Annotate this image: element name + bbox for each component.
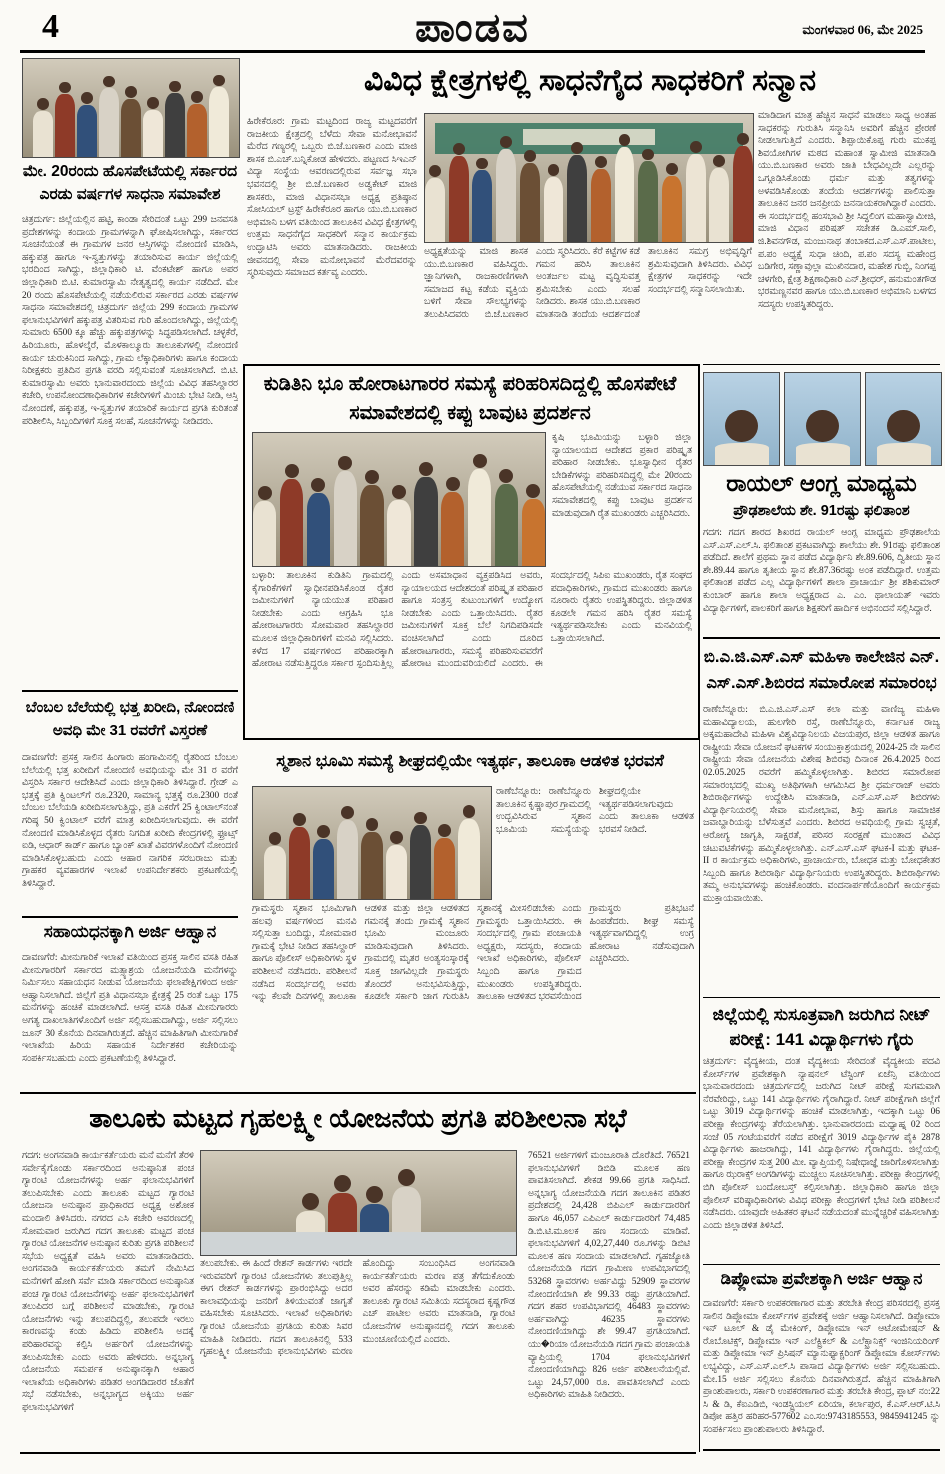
- person-silhouette: [796, 410, 850, 465]
- kuditini-body: ಬಳ್ಳಾರಿ: ತಾಲೂಕಿನ ಕುಡಿತಿನಿ ಗ್ರಾಮದಲ್ಲಿ ಕೈಗಾರಿಕೆಗಳಿಗೆ ಸ್ವಾಧೀನಪಡಿಸಿಕೊಂಡ ರೈತರ ಜಮೀನುಗಳಿಗೆ ನ್ಯಾಯಯುತ ಪರಿಹಾರ ನೀಡಬೇಕು ಎಂದು ಆಗ್ರಹಿಸಿ ಭೂ ಹೋರಾಟಗಾರರು ಸೋಮವಾರ ತಹಸಿಲ್ದಾರರ ಮೂಲಕ ಜಿಲ್ಲಾಧಿಕಾರಿಗಳಿಗೆ ಮನವಿ ಸಲ್ಲಿಸಿದರು. ಕಳೆದ 17 ವರ್ಷಗಳಿಂದ ಪರಿಹಾರಕ್ಕಾಗಿ ಹೋರಾಟ ನಡೆಸುತ್ತಿದ್ದರೂ ಸರ್ಕಾರ ಸ್ಪಂದಿಸುತ್ತಿಲ್ಲ ಎಂದು ಅಸಮಾಧಾನ ವ್ಯಕ್ತಪಡಿಸಿದ ಅವರು, ನ್ಯಾಯಾಲಯದ ಆದೇಶದಂತೆ ಪರಿಷ್ಕೃತ ಪರಿಹಾರ ಹಾಗೂ ಸಂತ್ರಸ್ತ ಕುಟುಂಬಗಳಿಗೆ ಉದ್ಯೋಗ ನೀಡಬೇಕು ಎಂದು ಒತ್ತಾಯಿಸಿದರು. ರೈತರ ಜಮೀನುಗಳಿಗೆ ಸೂಕ್ತ ಬೆಲೆ ನಿಗದಿಪಡಿಸದೇ ವಂಚಿಸಲಾಗಿದೆ ಎಂದು ದೂರಿದ ಹೋರಾಟಗಾರರು, ಸಮಸ್ಯೆ ಪರಿಹರಿಸುವವರೆಗೆ ಹೋರಾಟ ಮುಂದುವರಿಯಲಿದೆ ಎಂದರು. ಈ ಸಂದರ್ಭದಲ್ಲಿ ಸಿಪಿಐ ಮುಖಂಡರು, ರೈತ ಸಂಘದ ಪದಾಧಿಕಾರಿಗಳು, ಗ್ರಾಮದ ಮುಖಂಡರು ಹಾಗೂ ನೂರಾರು ರೈತರು ಉಪಸ್ಥಿತರಿದ್ದರು. ಜಿಲ್ಲಾಡಳಿತ ಕೂಡಲೇ ಗಮನ ಹರಿಸಿ ರೈತರ ಸಮಸ್ಯೆ ಇತ್ಯರ್ಥಪಡಿಸಬೇಕು ಎಂದು ಮನವಿಯಲ್ಲಿ ಒತ್ತಾಯಿಸಲಾಗಿದೆ.: [252, 571, 692, 670]
- person-silhouette: [143, 97, 162, 157]
- date-line: ಮಂಗಳವಾರ 06, ಮೇ 2025: [802, 22, 923, 37]
- main-col-left: ಹಿರೇಕೆರೂರ: ಗ್ರಾಮ ಮಟ್ಟದಿಂದ ರಾಜ್ಯ ಮಟ್ಟದವರೆಗೆ ರಾಜಕೀಯ ಕ್ಷೇತ್ರದಲ್ಲಿ ಬೆಳೆದು ಸೇವಾ ಮನೋಭಾವನೆ ಮೆರೆದ ಗಣ್ಯರಲ್ಲಿ ಒಬ್ಬರು ಬಿ.ಜೆ.ಬಣಕಾರ ಎಂದು ಮಾಜಿ ಶಾಸಕ ಬಿ.ಎಚ್.ಬನ್ನಿಕೋಡ ಹೇಳಿದರು. ಪಟ್ಟಣದ ಸಿಇಎನ್ ವಿದ್ಯಾ ಸಂಸ್ಥೆಯ ಆವರಣದಲ್ಲಿರುವ ಸರ್ವಜ್ಞ ಸಭಾ ಭವನದಲ್ಲಿ ಶ್ರೀ ಬಿ.ಜೆ.ಬಣಕಾರ ಅಡ್ವಕೇಟ್ ಮಾಜಿ ಶಾಸಕರು, ಮಾಜಿ ವಿಧಾನಸಭಾ ಅಧ್ಯಕ್ಷ ಪ್ರತಿಷ್ಠಾನ ಸೋಸಿಯಲ್ ಟ್ರಸ್ಟ್ ಹಿರೇಕೆರೂರ ಹಾಗೂ ಯು.ಬಿ.ಬಣಕಾರ ಅಭಿಮಾನಿ ಬಳಗ ವತಿಯಿಂದ ತಾಲೂಕಿನ ವಿವಿಧ ಕ್ಷೇತ್ರಗಳಲ್ಲಿ ಉತ್ತಮ ಸಾಧನೆಗೈದ ಸಾಧಕರಿಗೆ ಸನ್ಮಾನ ಕಾರ್ಯಕ್ರಮ ಉದ್ಘಾಟಿಸಿ ಅವರು ಮಾತನಾಡಿದರು. ರಾಜಕೀಯ ಜೀವನದಲ್ಲಿ ಸೇವಾ ಮನೋಭಾವನೆ ಮೆರೆದವರನ್ನು ಸ್ಮರಿಸುವುದು ಸಮಾಜದ ಕರ್ತವ್ಯ ಎಂದರು.: [247, 117, 417, 279]
- photo-document-handover: [22, 58, 240, 158]
- nss-headline: ಬಿ.ಎ.ಜಿ.ಎಸ್.ಎಸ್ ಮಹಿಳಾ ಕಾಲೇಜಿನ ಎನ್. ಎಸ್.ಎಸ್.ಶಿಬಿರದ ಸಮಾರೋಪ ಸಮಾರಂಭ: [703, 648, 940, 693]
- person-silhouette: [77, 92, 96, 157]
- person-silhouette: [296, 1193, 324, 1255]
- person-silhouette: [361, 818, 382, 899]
- person-silhouette: [733, 133, 753, 242]
- right-rail-divider: [699, 366, 700, 1452]
- person-silhouette: [386, 831, 407, 899]
- neet-headline: ಜಿಲ್ಲೆಯಲ್ಲಿ ಸುಸೂತ್ರವಾಗಿ ಜರುಗಿದ ನೀಟ್ ಪರೀಕ್ಷೆ: 141 ವಿದ್ಯಾರ್ಥಿಗಳು ಗೈರು: [712, 1005, 931, 1049]
- hosapete-kicker-headline: ಮೇ. 20ರಂದು ಹೊಸಪೇಟೆಯಲ್ಲಿ ಸರ್ಕಾರದ ಎರಡು ವರ್ಷಗಳ ಸಾಧನಾ ಸಮಾವೇಶ: [22, 163, 238, 204]
- royal-top-rule: [703, 364, 940, 365]
- gruha-headline: ತಾಲೂಕು ಮಟ್ಟದ ಗೃಹಲಕ್ಷ್ಮೀ ಯೋಜನೆಯ ಪ್ರಗತಿ ಪರಿಶೀಲನಾ ಸಭೆ: [89, 1103, 627, 1133]
- main-headline: ವಿವಿಧ ಕ್ಷೇತ್ರಗಳಲ್ಲಿ ಸಾಧನೆಗೈದ ಸಾಧಕರಿಗೆ ಸನ್ಮಾನ: [363, 64, 817, 97]
- person-silhouette: [337, 806, 358, 899]
- person-silhouette: [121, 86, 140, 157]
- subsidy-body: ದಾವಣಗೆರೆ: ಮೀನುಗಾರಿಕೆ ಇಲಾಖೆ ವತಿಯಿಂದ ಪ್ರಸಕ್ತ ಸಾಲಿನ ವಸತಿ ರಹಿತ ಮೀನುಗಾರರಿಗೆ ಸರ್ಕಾರದ ಮತ್ಸ್ಯಾಶ್ರಯ ಯೋಜನೆಯಡಿ ಮನೆಗಳನ್ನು ನಿರ್ಮಿಸಲು ಸಹಾಯಧನ ನೀಡುವ ಯೋಜನೆಯ ಫಲಾಪೇಕ್ಷಿಗಳಿಂದ ಅರ್ಜಿ ಆಹ್ವಾನಿಸಲಾಗಿದೆ. ಜಿಲ್ಲೆಗೆ ಪ್ರತಿ ವಿಧಾನಸಭಾ ಕ್ಷೇತ್ರಕ್ಕೆ 25 ರಂತೆ ಒಟ್ಟು 175 ಮನೆಗಳನ್ನು ಹಂಚಿಕೆ ಮಾಡಲಾಗಿದೆ. ಆಸಕ್ತ ವಸತಿ ರಹಿತ ಮೀನುಗಾರರು ಅಗತ್ಯ ದಾಖಲಾತಿಗಳೊಂದಿಗೆ ಅರ್ಜಿ ಸಲ್ಲಿಸಬಹುದಾಗಿದ್ದು, ಅರ್ಜಿ ಸಲ್ಲಿಸಲು ಜೂನ್ 30 ಕೊನೆಯ ದಿನವಾಗಿರುತ್ತದೆ. ಹೆಚ್ಚಿನ ಮಾಹಿತಿಗಾಗಿ ಮೀನುಗಾರಿಕೆ ಇಲಾಖೆಯ ಹಿರಿಯ ಸಹಾಯಕ ನಿರ್ದೇಶಕರ ಕಚೇರಿಯನ್ನು ಸಂಪರ್ಕಿಸಬಹುದು ಎಂದು ಪ್ರಕಟಣೆಯಲ್ಲಿ ತಿಳಿಸಿದ್ದಾರೆ.: [22, 953, 238, 1064]
- person-silhouette: [441, 477, 464, 566]
- person-silhouette: [520, 150, 540, 242]
- royal-headline: ರಾಯಲ್ ಆಂಗ್ಲ ಮಾಧ್ಯಮ: [726, 470, 917, 496]
- person-silhouette: [468, 454, 491, 566]
- person-silhouette: [280, 464, 303, 566]
- hosapete-body: ಚಿತ್ರದುರ್ಗ: ಜಿಲ್ಲೆಯಲ್ಲಿನ ಹಟ್ಟಿ, ಕಾಂಡಾ ಸೇರಿದಂತೆ ಒಟ್ಟು 299 ಜನವಸತಿ ಪ್ರದೇಶಗಳನ್ನು ಕಂದಾಯ ಗ್ರಾಮಗಳನ್ನಾಗಿ ಘೋಷಿಸಲಾಗಿದ್ದು, ಸರ್ಕಾರದ ಸೂಚನೆಯಂತೆ ಈ ಗ್ರಾಮಗಳ ಜನರ ಆಸ್ತಿಗಳನ್ನು ನೋಂದಣಿ ಮಾಡಿಸಿ, ಹಕ್ಕುಪತ್ರ ಹಾಗೂ ಇ-ಸ್ವತ್ತುಗಳನ್ನು ತಯಾರಿಸುವ ಕಾರ್ಯ ಜಿಲ್ಲೆಯಲ್ಲಿ ಭರದಿಂದ ಸಾಗಿದ್ದು, ಜಿಲ್ಲಾಧಿಕಾರಿ ಟಿ. ವೆಂಕಟೇಶ್ ಹಾಗೂ ಅಪರ ಜಿಲ್ಲಾಧಿಕಾರಿ ಬಿ.ಟಿ. ಕುಮಾರಸ್ವಾಮಿ ನೇತೃತ್ವದಲ್ಲಿ ಕಾರ್ಯ ನಡೆದಿದೆ. ಮೇ 20 ರಂದು ಹೊಸಪೇಟೆಯಲ್ಲಿ ನಡೆಯಲಿರುವ ಸರ್ಕಾರದ ಎರಡು ವರ್ಷಗಳ ಸಾಧನಾ ಸಮಾವೇಶದಲ್ಲಿ ಚಿತ್ರದುರ್ಗ ಜಿಲ್ಲೆಯ 299 ಕಂದಾಯ ಗ್ರಾಮಗಳ ಫಲಾನುಭವಿಗಳಿಗೆ ಹಕ್ಕುಪತ್ರ ವಿತರಿಸುವ ಗುರಿ ಹೊಂದಲಾಗಿದ್ದು, ಜಿಲ್ಲೆಯಲ್ಲಿ ಸುಮಾರು 6500 ಕ್ಕೂ ಹೆಚ್ಚು ಹಕ್ಕುಪತ್ರಗಳನ್ನು ಸಿದ್ಧಪಡಿಸಲಾಗಿದೆ. ಚಳ್ಳಕೆರೆ, ಹಿರಿಯೂರು, ಹೊಳಲ್ಕೆರೆ, ಮೊಳಕಾಲ್ಮೂರು ತಾಲೂಕುಗಳಲ್ಲಿ ನೋಂದಣಿ ಕಾರ್ಯ ಚುರುಕಿನಿಂದ ಸಾಗಿದ್ದು, ಗ್ರಾಮ ಲೆಕ್ಕಾಧಿಕಾರಿಗಳು ಹಾಗೂ ಕಂದಾಯ ನಿರೀಕ್ಷಕರು ಪ್ರತಿದಿನ ಪ್ರಗತಿ ವರದಿ ಸಲ್ಲಿಸುವಂತೆ ಸೂಚಿಸಲಾಗಿದೆ. ಬಿ.ಟಿ. ಕುಮಾರಸ್ವಾಮಿ ಅವರು ಭಾನುವಾರದಂದು ಜಿಲ್ಲೆಯ ವಿವಿಧ ತಹಸಿಲ್ದಾರರ ಕಚೇರಿ, ಉಪನೋಂದಣಾಧಿಕಾರಿಗಳ ಕಚೇರಿಗಳಿಗೆ ಮಿಂಚು ಭೇಟಿ ನೀಡಿ, ಆಸ್ತಿ ನೋಂದಣೆ, ಹಕ್ಕುಪತ್ರ, ಇ-ಸ್ವತ್ತುಗಳ ತಯಾರಿಕೆ ಕಾರ್ಯದ ಪ್ರಗತಿ ಕುರಿತಂತೆ ಪರಿಶೀಲಿಸಿ, ಸಿಬ್ಬಂದಿಗಳಿಗೆ ಸೂಕ್ತ ಸಲಹೆ, ಸೂಚನೆಗಳನ್ನು ನೀಡಿದರು.: [22, 215, 238, 427]
- person-silhouette: [434, 824, 455, 899]
- nss-body: ರಾಣೆಬೆನ್ನೂರು: ಬಿ.ಎ.ಜಿ.ಎಸ್.ಎಸ್ ಕಲಾ ಮತ್ತು ವಾಣಿಜ್ಯ ಮಹಿಳಾ ಮಹಾವಿದ್ಯಾಲಯ, ಹುಲಗೇರಿ ರಸ್ತೆ, ರಾಣೆಬೆನ್ನೂರು, ಕರ್ನಾಟಕ ರಾಜ್ಯ ಅಕ್ಕಮಹಾದೇವಿ ಮಹಿಳಾ ವಿಶ್ವವಿದ್ಯಾನಿಲಯ ವಿಜಯಪುರ, ಜಿಲ್ಲಾ ಆಡಳಿತ ಹಾಗೂ ರಾಷ್ಟ್ರೀಯ ಸೇವಾ ಯೋಜನೆ ಘಟಕಗಳ ಸಂಯುಕ್ತಾಶ್ರಯದಲ್ಲಿ 2024-25 ನೇ ಸಾಲಿನ ರಾಷ್ಟ್ರೀಯ ಸೇವಾ ಯೋಜನೆಯ ವಿಶೇಷ ಶಿಬಿರವು ದಿನಾಂಕ 26.4.2025 ರಿಂದ 02.05.2025 ರವರೆಗೆ ಹಮ್ಮಿಕೊಳ್ಳಲಾಗಿತ್ತು. ಶಿಬಿರದ ಸಮಾರೋಪ ಸಮಾರಂಭದಲ್ಲಿ ಮುಖ್ಯ ಅತಿಥಿಗಳಾಗಿ ಆಗಮಿಸಿದ ಶ್ರೀ ಧರ್ಮರಾಜ್ ಅವರು ಶಿಬಿರಾರ್ಥಿಗಳನ್ನು ಉದ್ದೇಶಿಸಿ ಮಾತನಾಡಿ, ಎನ್.ಎಸ್.ಎಸ್ ಶಿಬಿರಗಳು ವಿದ್ಯಾರ್ಥಿನಿಯರಲ್ಲಿ ಸೇವಾ ಮನೋಭಾವ, ಶಿಸ್ತು ಹಾಗೂ ಸಾಮಾಜಿಕ ಜವಾಬ್ದಾರಿಯನ್ನು ಬೆಳೆಸುತ್ತವೆ ಎಂದರು. ಶಿಬಿರದ ಅವಧಿಯಲ್ಲಿ ಗ್ರಾಮ ಸ್ವಚ್ಛತೆ, ಆರೋಗ್ಯ ಜಾಗೃತಿ, ಸಾಕ್ಷರತೆ, ಪರಿಸರ ಸಂರಕ್ಷಣೆ ಮುಂತಾದ ವಿವಿಧ ಚಟುವಟಿಕೆಗಳನ್ನು ಹಮ್ಮಿಕೊಳ್ಳಲಾಗಿತ್ತು. ಎನ್.ಎಸ್.ಎಸ್ ಘಟಕ-I ಮತ್ತು ಘಟಕ-II ರ ಕಾರ್ಯಕ್ರಮ ಅಧಿಕಾರಿಗಳು, ಪ್ರಾಚಾರ್ಯರು, ಬೋಧಕ ಮತ್ತು ಬೋಧಕೇತರ ಸಿಬ್ಬಂದಿ ಹಾಗೂ ಶಿಬಿರಾರ್ಥಿ ವಿದ್ಯಾರ್ಥಿನಿಯರು ಉಪಸ್ಥಿತರಿದ್ದರು. ಶಿಬಿರಾರ್ಥಿಗಳು ತಮ್ಮ ಅನುಭವಗಳನ್ನು ಹಂಚಿಕೊಂಡರು. ವಂದನಾರ್ಪಣೆಯೊಂದಿಗೆ ಕಾರ್ಯಕ್ರಮ ಮುಕ್ತಾಯವಾಯಿತು.: [703, 705, 940, 904]
- person-silhouette: [187, 91, 206, 157]
- smashana-side-cols: ರಾಣೆಬೆನ್ನೂರು: ರಾಣೆಬೆನ್ನೂರು ತಾಲೂಕಿನ ಕೃಷ್ಣಾಪುರ ಗ್ರಾಮದಲ್ಲಿ ಉದ್ಭವಿಸಿರುವ ಸ್ಮಶಾನ ಭೂಮಿಯ ಸಮಸ್ಯೆಯನ್ನು ಶೀಘ್ರದಲ್ಲಿಯೇ ಇತ್ಯರ್ಥಪಡಿಸಲಾಗುವುದು ಎಂದು ತಾಲೂಕಾ ಆಡಳಿತ ಭರವಸೆ ನೀಡಿದೆ.: [496, 787, 694, 835]
- page-number: 4: [42, 8, 59, 45]
- photo-student-portrait-2: [784, 372, 861, 466]
- person-silhouette: [709, 155, 729, 242]
- subsidy-headline: ಸಹಾಯಧನಕ್ಕಾಗಿ ಅರ್ಜಿ ಆಹ್ವಾನ: [43, 922, 217, 941]
- kuditini-headline: ಕುಡಿತಿನಿ ಭೂ ಹೋರಾಟಗಾರರ ಸಮಸ್ಯೆ ಪರಿಹರಿಸದಿದ್ದಲ್ಲಿ ಹೊಸಪೇಟೆ ಸಮಾವೇಶದಲ್ಲಿ ಕಪ್ಪು ಬಾವುಟ ಪ್ರದರ್ಶನ: [263, 373, 677, 425]
- person-silhouette: [360, 470, 383, 566]
- person-silhouette: [33, 98, 52, 157]
- main-col-below-photo: ಅಧ್ಯಕ್ಷತೆಯನ್ನು ಮಾಜಿ ಶಾಸಕ ಯು.ಬಿ.ಬಣಕಾರ ವಹಿಸಿದ್ದರು. ಜ್ಞಾನಿಗಳಾಗಿ, ರಾಜಕಾರಣಿಗಳಾಗಿ ಸಮಾಜದ ಕಟ್ಟ ಕಡೆಯ ವ್ಯಕ್ತಿಯ ಬಳಿಗೆ ಸೇವಾ ಸೌಲಭ್ಯಗಳನ್ನು ತಲುಪಿಸಿದವರು ಬಿ.ಜೆ.ಬಣಕಾರ ಎಂದು ಸ್ಮರಿಸಿದರು. ಕೆರೆ ಕಟ್ಟೆಗಳ ಕಡೆ ಗಮನ ಹರಿಸಿ ತಾಲೂಕಿನ ಅಂತರ್ಜಲ ಮಟ್ಟ ವೃದ್ಧಿಸುವತ್ತ ಶ್ರಮಿಸಬೇಕು ಎಂದು ಸಲಹೆ ನೀಡಿದರು. ಶಾಸಕ ಯು.ಬಿ.ಬಣಕಾರ ಮಾತನಾಡಿ ತಂದೆಯ ಆದರ್ಶದಂತೆ ತಾಲೂಕಿನ ಸಮಗ್ರ ಅಭಿವೃದ್ಧಿಗೆ ಶ್ರಮಿಸುವುದಾಗಿ ತಿಳಿಸಿದರು. ವಿವಿಧ ಕ್ಷೇತ್ರಗಳ ಸಾಧಕರನ್ನು ಇದೇ ಸಂದರ್ಭದಲ್ಲಿ ಸನ್ಮಾನಿಸಲಾಯಿತು.: [424, 247, 752, 320]
- photo-review-meeting: [200, 1150, 517, 1256]
- person-silhouette: [686, 141, 706, 242]
- person-silhouette: [615, 134, 635, 242]
- person-silhouette: [414, 462, 437, 566]
- left-rule-1: [22, 690, 238, 692]
- gruha-col-left: ಗದಗ: ಅಂಗನವಾಡಿ ಕಾರ್ಯಕರ್ತೆಯರು ಮನೆ ಮನೆಗೆ ತೆರಳಿ ಸರ್ವೇಕೈಗೊಂಡು ಸರ್ಕಾರದಿಂದ ಅನುಷ್ಠಾನಿತ ಪಂಚ ಗ್ಯಾರಂಟಿ ಯೋಜನೆಗಳನ್ನು ಅರ್ಹ ಫಲಾನುಭವಿಗಳಿಗೆ ತಲುಪಿಸಬೇಕು ಎಂದು ತಾಲೂಕು ಮಟ್ಟದ ಗ್ಯಾರಂಟಿ ಯೋಜನಾ ಅನುಷ್ಠಾನ ಪ್ರಾಧಿಕಾರದ ಅಧ್ಯಕ್ಷ ಅಶೋಕ ಮಂದಾಲಿ ತಿಳಿಸಿದರು. ನಗರದ ಎಸಿ ಕಚೇರಿ ಆವರಣದಲ್ಲಿ ಸೋಮವಾರ ಜರುಗಿದ ಗದಗ ತಾಲೂಕು ಮಟ್ಟದ ಪಂಚ ಗ್ಯಾರಂಟಿ ಯೋಜನೆಗಳ ಅನುಷ್ಠಾನ ಕುರಿತು ಪ್ರಗತಿ ಪರಿಶೀಲನೆ ಸಭೆಯ ಅಧ್ಯಕ್ಷತೆ ವಹಿಸಿ ಅವರು ಮಾತನಾಡಿದರು. ಅಂಗನವಾಡಿ ಕಾರ್ಯಕರ್ತೆಯರು ತಮಗೆ ನೇಮಿಸಿದ ಮನೆಗಳಿಗೆ ಹೋಗಿ ಸರ್ವೆ ಮಾಡಿ ಸರ್ಕಾರದಿಂದ ಅನುಷ್ಠಾನಿತ ಪಂಚ ಗ್ಯಾರಂಟಿ ಯೋಜನೆಗಳನ್ನು ಅರ್ಹ ಫಲಾನುಭವಿಗಳಿಗೆ ತಲುಪಿದರ ಬಗ್ಗೆ ಪರಿಶೀಲನೆ ಮಾಡಬೇಕು, ಗ್ಯಾರಂಟಿ ಯೋಜನೆಗಳು ಇನ್ನು ತಲುಪದಿದ್ದಲ್ಲಿ, ತಲುಪದೇ ಇರಲು ಕಾರಣವನ್ನು ಕಂಡು ಹಿಡಿದು ಪರಿಶೀಲಿಸಿ ಅದಕ್ಕೆ ಪರಿಹಾರವನ್ನು ಕಲ್ಪಿಸಿ ಅರ್ಹರಿಗೆ ಯೋಜನೆಗಳನ್ನು ತಲುಪಿಸಬೇಕು ಎಂದು ಅವರು ಹೇಳಿದರು. ಅನ್ನಭಾಗ್ಯ ಯೋಜನೆಯ ಸಮರ್ಪಕ ಅನುಷ್ಠಾನಕ್ಕಾಗಿ ಆಹಾರ ಇಲಾಖೆಯ ಅಧಿಕಾರಿಗಳು ಪಡಿತರ ಅಂಗಡಿದಾರರ ಜೊತೆಗೆ ಸಭೆ ನಡೆಸಬೇಕು, ಅನ್ನಭಾಗ್ಯದ ಅಕ್ಕಿಯು ಅರ್ಹ ಫಲಾನುಭವಿಗಳಿಗೆ: [22, 1151, 194, 1413]
- royal-subhead: ಪ್ರೌಢಶಾಲೆಯ ಶೇ. 91ರಷ್ಟು ಫಲಿತಾಂಶ: [733, 503, 910, 519]
- person-silhouette: [567, 142, 587, 242]
- person-silhouette: [496, 136, 516, 242]
- person-silhouette: [307, 478, 330, 566]
- photo-villagers-with-police: [252, 786, 492, 900]
- person-silhouette: [638, 149, 658, 242]
- person-silhouette: [425, 165, 445, 242]
- person-silhouette: [264, 832, 285, 899]
- person-silhouette: [360, 1186, 388, 1255]
- photo-lamp-lighting-ceremony: [424, 113, 754, 243]
- person-silhouette: [458, 805, 479, 899]
- kuditini-side-col: ಕೃಷಿ ಭೂಮಿಯನ್ನು ಬಳ್ಳಾರಿ ಜಿಲ್ಲಾ ನ್ಯಾಯಾಲಯದ ಆದೇಶದ ಪ್ರಕಾರ ಪರಿಷ್ಕೃತ ಪರಿಹಾರ ನೀಡಬೇಕು. ಭೂಸ್ವಾಧೀನ ರೈತರ ಬೇಡಿಕೆಗಳನ್ನು ಪರಿಹರಿಸದಿದ್ದಲ್ಲಿ ಮೇ 20ರಂದು ಹೊಸಪೇಟೆಯಲ್ಲಿ ನಡೆಯುವ ಸರ್ಕಾರದ ಸಾಧನಾ ಸಮಾವೇಶದಲ್ಲಿ ಕಪ್ಪು ಬಾವುಟ ಪ್ರದರ್ಶನ ಮಾಡುವುದಾಗಿ ರೈತ ಮುಖಂಡರು ಎಚ್ಚರಿಸಿದರು.: [552, 433, 692, 519]
- person-silhouette: [253, 486, 276, 566]
- person-silhouette: [334, 456, 357, 566]
- person-silhouette: [495, 469, 518, 566]
- paddy-body: ದಾವಣಗೆರೆ: ಪ್ರಸಕ್ತ ಸಾಲಿನ ಹಿಂಗಾರು ಹಂಗಾಮಿನಲ್ಲಿ ರೈತರಿಂದ ಬೆಂಬಲ ಬೆಲೆಯಲ್ಲಿ ಭತ್ತ ಖರೀದಿಗೆ ನೋಂದಣಿ ಅವಧಿಯನ್ನು ಮೇ 31 ರ ವರೆಗೆ ವಿಸ್ತರಿಸಿ ಸರ್ಕಾರ ಆದೇಶಿಸಿದೆ ಎಂದು ಜಿಲ್ಲಾಧಿಕಾರಿ ತಿಳಿಸಿದ್ದಾರೆ. ಗ್ರೇಡ್ ಎ ಭತ್ತಕ್ಕೆ ಪ್ರತಿ ಕ್ವಿಂಟಲ್‌ಗೆ ರೂ.2320, ಸಾಮಾನ್ಯ ಭತ್ತಕ್ಕೆ ರೂ.2300 ರಂತೆ ಬೆಂಬಲ ಬೆಲೆಯಡಿ ಖರೀದಿಸಲಾಗುತ್ತಿದ್ದು, ಪ್ರತಿ ಎಕರೆಗೆ 25 ಕ್ವಿಂಟಾಲ್‌ನಂತೆ ಗರಿಷ್ಠ 50 ಕ್ವಿಂಟಾಲ್ ವರೆಗೆ ಮಾತ್ರ ಖರೀದಿಸಲಾಗುವುದು. ಈ ವರೆಗೆ ನೋಂದಣಿ ಮಾಡಿಸಿಕೊಳ್ಳದ ರೈತರು ನಿಗದಿತ ಖರೀದಿ ಕೇಂದ್ರಗಳಲ್ಲಿ ಫ್ರೂಟ್ಸ್ ಐಡಿ, ಆಧಾರ್ ಕಾರ್ಡ್ ಹಾಗೂ ಬ್ಯಾಂಕ್ ಖಾತೆ ವಿವರಗಳೊಂದಿಗೆ ನೋಂದಣಿ ಮಾಡಿಸಿಕೊಳ್ಳಬಹುದು ಎಂದು ಆಹಾರ ನಾಗರಿಕ ಸರಬರಾಜು ಮತ್ತು ಗ್ರಾಹಕರ ವ್ಯವಹಾರಗಳ ಇಲಾಖೆ ಉಪನಿರ್ದೇಶಕರು ಪ್ರಕಟಣೆಯಲ್ಲಿ ತಿಳಿಸಿದ್ದಾರೆ.: [22, 753, 238, 889]
- photo-farmers-memorandum: [252, 432, 546, 567]
- photo-student-portrait-1: [703, 372, 780, 466]
- person-silhouette: [410, 812, 431, 899]
- diploma-headline: ಡಿಪ್ಲೋಮಾ ಪ್ರವೇಶಕ್ಕಾಗಿ ಅರ್ಜಿ ಆಹ್ವಾನ: [720, 1270, 923, 1288]
- right-bottom-rule: [703, 1449, 940, 1451]
- right-rule-3: [703, 1264, 940, 1265]
- royal-body: ಗದಗ: ಗದಗ ಶಾರದ ಶಿಖರದ ರಾಯಲ್ ಆಂಗ್ಲ ಮಾಧ್ಯಮ ಪ್ರೌಢಶಾಲೆಯ ಎಸ್.ಎಸ್.ಎಲ್.ಸಿ. ಫಲಿತಾಂಶ ಪ್ರಕಟವಾಗಿದ್ದು ಶಾಲೆಯು ಶೇ. 91ರಷ್ಟು ಫಲಿತಾಂಶ ಪಡೆದಿದೆ. ಶಾಲೆಗೆ ಪ್ರಥಮ ಸ್ಥಾನ ಪಡೆದ ವಿದ್ಯಾರ್ಥಿನಿ ಶೇ.89.606, ದ್ವಿತೀಯ ಸ್ಥಾನ ಶೇ.89.44 ಹಾಗೂ ತೃತೀಯ ಸ್ಥಾನ ಶೇ.87.36ರಷ್ಟು ಅಂಕ ಪಡೆದಿದ್ದಾರೆ. ಉತ್ತಮ ಫಲಿತಾಂಶ ಪಡೆದ ಎಲ್ಲ ವಿದ್ಯಾರ್ಥಿಗಳಿಗೆ ಶಾಲಾ ಪ್ರಾಚಾರ್ಯ ಶ್ರೀ ಶಶಿಕುಮಾರ್ ಕುಂಬಾರ್ ಹಾಗೂ ಶಾಲಾ ಅಧ್ಯಕ್ಷರಾದ ಎ. ಎಂ. ಥಾಲಾಯತ್ ಇವರು ವಿದ್ಯಾರ್ಥಿಗಳಿಗೆ, ಪಾಲಕರಿಗೆ ಹಾಗೂ ಶಿಕ್ಷಕರಿಗೆ ಹಾರ್ದಿಕ ಅಭಿನಂದನೆ ಸಲ್ಲಿಸಿದ್ದಾರೆ.: [703, 528, 940, 614]
- person-silhouette: [715, 410, 769, 465]
- masthead-title: ಪಾಂಡವ: [415, 5, 530, 50]
- person-silhouette: [99, 76, 118, 157]
- person-silhouette: [877, 410, 931, 465]
- person-silhouette: [209, 75, 228, 157]
- right-rule-1: [703, 637, 940, 639]
- person-silhouette: [544, 164, 564, 242]
- photo-student-portrait-3: [865, 372, 942, 466]
- smashana-body: ಗ್ರಾಮಸ್ಥರು ಸ್ಮಶಾನ ಭೂಮಿಗಾಗಿ ಹಲವು ವರ್ಷಗಳಿಂದ ಮನವಿ ಸಲ್ಲಿಸುತ್ತಾ ಬಂದಿದ್ದು, ಸೋಮವಾರ ಗ್ರಾಮಕ್ಕೆ ಭೇಟಿ ನೀಡಿದ ತಹಸಿಲ್ದಾರ್ ಹಾಗೂ ಪೊಲೀಸ್ ಅಧಿಕಾರಿಗಳು ಸ್ಥಳ ಪರಿಶೀಲನೆ ನಡೆಸಿದರು. ಪರಿಶೀಲನೆ ನಡೆಸಿದ ಸಂದರ್ಭದಲ್ಲಿ ಅವರು ಇನ್ನು ಕೆಲವೇ ದಿನಗಳಲ್ಲಿ ತಾಲೂಕಾ ಆಡಳಿತ ಮತ್ತು ಜಿಲ್ಲಾ ಆಡಳಿತದ ಗಮನಕ್ಕೆ ತಂದು ಗ್ರಾಮಕ್ಕೆ ಸ್ಮಶಾನ ಭೂಮಿ ಮಂಜೂರು ಮಾಡಿಸುವುದಾಗಿ ತಿಳಿಸಿದರು. ಗ್ರಾಮದಲ್ಲಿ ಮೃತರ ಅಂತ್ಯಸಂಸ್ಕಾರಕ್ಕೆ ಸೂಕ್ತ ಜಾಗವಿಲ್ಲದೇ ಗ್ರಾಮಸ್ಥರು ತೊಂದರೆ ಅನುಭವಿಸುತ್ತಿದ್ದು, ಕೂಡಲೇ ಸರ್ಕಾರಿ ಜಾಗ ಗುರುತಿಸಿ ಸ್ಮಶಾನಕ್ಕೆ ಮೀಸಲಿಡಬೇಕು ಎಂದು ಗ್ರಾಮಸ್ಥರು ಒತ್ತಾಯಿಸಿದರು. ಈ ಸಂದರ್ಭದಲ್ಲಿ ಗ್ರಾಮ ಪಂಚಾಯತಿ ಅಧ್ಯಕ್ಷರು, ಸದಸ್ಯರು, ಕಂದಾಯ ಇಲಾಖೆ ಅಧಿಕಾರಿಗಳು, ಪೊಲೀಸ್ ಸಿಬ್ಬಂದಿ ಹಾಗೂ ಗ್ರಾಮದ ಮುಖಂಡರು ಉಪಸ್ಥಿತರಿದ್ದರು. ತಾಲೂಕಾ ಆಡಳಿತದ ಭರವಸೆಯಿಂದ ಗ್ರಾಮಸ್ಥರು ಪ್ರತಿಭಟನೆ ಹಿಂಪಡೆದರು. ಶೀಘ್ರ ಸಮಸ್ಯೆ ಇತ್ಯರ್ಥವಾಗದಿದ್ದಲ್ಲಿ ಉಗ್ರ ಹೋರಾಟ ನಡೆಸುವುದಾಗಿ ಎಚ್ಚರಿಸಿದರು.: [252, 904, 694, 1003]
- person-silhouette: [662, 163, 682, 242]
- gruha-col-right: 76521 ಅರ್ಜಿಗಳಿಗೆ ಮಂಜೂರಾತಿ ದೊರೆತಿದೆ. 76521 ಫಲಾನುಭವಿಗಳಿಗೆ ಡಿಬಿಡಿ ಮೂಲಕ ಹಣ ಪಾವತಿಸಲಾಗಿದೆ. ಶೇಕಡ 99.66 ಪ್ರಗತಿ ಸಾಧಿಸಿದೆ. ಅನ್ನಭಾಗ್ಯ ಯೋಜನೆಯಡಿ ಗದಗ ತಾಲೂಕಿನ ಪಡಿತರ ಪ್ರದೇಶದಲ್ಲಿ 24,428 ಬಿಪಿಎಲ್ ಕಾರ್ಡುದಾರರಿಗೆ ಹಾಗೂ 46,057 ಎಪಿಎಲ್ ಕಾರ್ಡುದಾರರಿಗೆ 74,485 ಡಿ.ಬಿ.ಟಿ.ಮೂಲಕ ಹಣ ಸಂದಾಯ ಮಾಡಿವೆ. ಫಲಾನುಭವಿಗಳಿಗೆ 4,02,27,440 ರೂ.ಗಳನ್ನು ಡಿಬಿಟಿ ಮೂಲಕ ಹಣ ಸಂದಾಯ ಮಾಡಲಾಗಿದೆ. ಗೃಹಜ್ಯೋತಿ ಯೋಜನೆಯಡಿ ಗದಗ ಗ್ರಾಮೀಣ ಉಪವಿಭಾಗದಲ್ಲಿ 53268 ಸ್ಥಾವರಗಳು ಅರ್ಹವಿದ್ದು 52909 ಸ್ಥಾವರಗಳ ನೋಂದಣಿಯಾಗಿ ಶೇ 99.33 ರಷ್ಟು ಪ್ರಗತಿಯಾಗಿದೆ. ಗದಗ ಶಹರ ಉಪವಿಭಾಗದಲ್ಲಿ 46483 ಸ್ಥಾವರಗಳು ಅರ್ಹವಾಗಿದ್ದು 46235 ಸ್ಥಾವರಗಳು ನೋಂದಣಿಯಾಗಿದ್ದು ಶೇ 99.47 ಪ್ರಗತಿಯಾಗಿದೆ. ಯು�ರಿಯಾ ಯೋಜನೆಯಡಿ ಗದಗ ಗ್ರಾಮ ಪಂಚಾಯತಿ ವ್ಯಾಪ್ತಿಯಲ್ಲಿ 1704 ಫಲಾನುಭವಿಗಳಿಗೆ ನೋಂದಣಿಯಾಗಿದ್ದು 826 ಅರ್ಜಿ ಪರಿಶೀಲನೆಯಲ್ಲಿವೆ. ಒಟ್ಟು 24,57,000 ರೂ. ಪಾವತಿಸಲಾಗಿದೆ ಎಂದು ಅಧಿಕಾರಿಗಳು ಮಾಹಿತಿ ನೀಡಿದರು.: [528, 1151, 690, 1401]
- person-silhouette: [165, 81, 184, 157]
- right-rule-2: [703, 997, 940, 998]
- person-silhouette: [313, 825, 334, 899]
- person-silhouette: [449, 143, 469, 242]
- person-silhouette: [472, 158, 492, 242]
- main-col-right: ಮಾಡಿದಾಗ ಮಾತ್ರ ಹೆಚ್ಚಿನ ಸಾಧನೆ ಮಾಡಲು ಸಾಧ್ಯ ಅಂತಹ ಸಾಧಕರನ್ನು ಗುರುತಿಸಿ ಸನ್ಮಾನಿಸಿ ಅವರಿಗೆ ಹೆಚ್ಚಿನ ಪ್ರೇರಣೆ ನೀಡಲಾಗುತ್ತಿದೆ ಎಂದರು. ಶಿಪ್ಪಾಯಿಕೊಪ್ಪ ಗುರು ಮುಕಪ್ಪ ಶಿವಯೋಗಿಗಳ ಮಠದ ಮಹಾಂತ ಸ್ವಾಮೀಜಿ ಮಾತನಾಡಿ ಯು.ಬಿ.ಬಣಕಾರ ಅವರು ಜಾತಿ ಬೇಧವಿಲ್ಲದೇ ಎಲ್ಲರನ್ನು ಒಗ್ಗೂಡಿಸಿಕೊಂಡು ಧರ್ಮ ಮತ್ತು ತತ್ವಗಳನ್ನು ಅಳವಡಿಸಿಕೊಂಡು ತಂದೆಯ ಆದರ್ಶಗಳನ್ನು ಪಾಲಿಸುತ್ತಾ ತಾಲೂಕಿನ ಜನರ ಜನಪ್ರೀಯ ಜನನಾಯಕರಾಗಿದ್ದಾರೆ ಎಂದರು. ಈ ಸಂದರ್ಭದಲ್ಲಿ ಹಂಸಭಾವಿ ಶ್ರೀ ಸಿದ್ಧಲಿಂಗ ಮಹಾಸ್ವಾಮೀಜಿ, ಮಾಜಿ ವಿಧಾನ ಪರಿಷತ್ ಸಚೇತಕ ಡಿ.ಎಮ್.ಸಾಲಿ, ಜಿ.ಶಿವನಗೌಡ, ಮಂಜುನಾಥ ತಂಬಾಕದ.ಎಸ್.ಎಸ್.ಪಾಟೀಲ, ಪ.ಪಂ ಅಧ್ಯಕ್ಷೆ ಸುಧಾ ಚಿಂದಿ, ಪ.ಪಂ ಸದಸ್ಯ ಮಹೇಂದ್ರ ಬಡಿಗೇರ, ಸಣ್ಣಾವುಲ್ಲಾ ಮುಖಿನದಾರ, ಮಹೇಶ ಗುಬ್ಬಿ, ನಿಂಗಪ್ಪ ಚಳಗೇರಿ, ಕ್ಷೇತ್ರ ಶಿಕ್ಷಣಾಧಿಕಾರಿ ಎನ್.ಶ್ರೀಧರ್, ಹನುಮಂತಗೌಡ ಭರಮಣ್ಣನವರ ಹಾಗೂ ಯು.ಬಿ.ಬಣಕಾರ ಅಭಿಮಾನಿ ಬಳಗದ ಸದಸ್ಯರು ಉಪಸ್ಥಿತರಿದ್ದರು.: [758, 111, 936, 310]
- person-silhouette: [522, 484, 545, 566]
- person-silhouette: [392, 1169, 420, 1255]
- gruha-top-rule: [20, 1092, 696, 1094]
- paddy-headline: ಬೆಂಬಲ ಬೆಲೆಯಲ್ಲಿ ಭತ್ತ ಖರೀದಿ, ನೋಂದಣಿ ಅವಧಿ ಮೇ 31 ರವರೆಗೆ ವಿಸ್ತರಣೆ: [25, 699, 235, 740]
- left-rule-2: [22, 916, 238, 918]
- smashana-headline: ಸ್ಮಶಾನ ಭೂಮಿ ಸಮಸ್ಯೆ ಶೀಘ್ರದಲ್ಲಿಯೇ ಇತ್ಯರ್ಥ, ತಾಲೂಕಾ ಆಡಳಿತ ಭರವಸೆ: [276, 752, 664, 770]
- diploma-body: ದಾವಣಗೆರೆ: ಸರ್ಕಾರಿ ಉಪಕರಣಾಗಾರ ಮತ್ತು ತರಬೇತಿ ಕೇಂದ್ರ ಪರಿಸರದಲ್ಲಿ ಪ್ರಸಕ್ತ ಸಾಲಿನ ಡಿಪ್ಲೋಮಾ ಕೋರ್ಸ್‌ಗಳ ಪ್ರವೇಶಕ್ಕೆ ಅರ್ಜಿ ಆಹ್ವಾನಿಸಲಾಗಿದೆ. ಡಿಪ್ಲೋಮಾ ಇನ್ ಟೂಲ್ & ಡೈ ಮೇಕಿಂಗ್, ಡಿಪ್ಲೋಮಾ ಇನ್ ಆಟೋಮೇಷನ್ & ರೊಬೊಟಿಕ್ಸ್, ಡಿಪ್ಲೋಮಾ ಇನ್ ಎಲೆಕ್ಟ್ರಿಕಲ್ & ಎಲೆಕ್ಟ್ರಾನಿಕ್ಸ್ ಇಂಜಿನಿಯರಿಂಗ್ ಮತ್ತು ಡಿಪ್ಲೋಮಾ ಇನ್ ಪ್ರಿಸಿಷನ್ ಮ್ಯಾನುಫ್ಯಾಕ್ಚರಿಂಗ್ ಡಿಪ್ಲೋಮಾ ಕೋರ್ಸ್‌ಗಳು ಲಭ್ಯವಿದ್ದು, ಎಸ್.ಎಸ್.ಎಲ್.ಸಿ ಪಾಸಾದ ವಿದ್ಯಾರ್ಥಿಗಳು ಅರ್ಜಿ ಸಲ್ಲಿಸಬಹುದು. ಮೇ.15 ಅರ್ಜಿ ಸಲ್ಲಿಸಲು ಕೊನೆಯ ದಿನವಾಗಿರುತ್ತದೆ. ಹೆಚ್ಚಿನ ಮಾಹಿತಿಗಾಗಿ ಪ್ರಾಂಶುಪಾಲರು, ಸರ್ಕಾರಿ ಉಪಕರಣಾಗಾರ ಮತ್ತು ತರಬೇತಿ ಕೇಂದ್ರ, ಪ್ಲಾಟ್ ನಂ:22 ಸಿ & ಡಿ, ಕೆಐಎಡಿಬಿ, ಇಂಡಸ್ಟ್ರಿಯಲ್ ಏರಿಯಾ, ಕರ್ಲಾಪುರ, ಕೆ.ಎಸ್.ಆರ್.ಟಿ.ಸಿ ಡಿಪೋ ಹತ್ತಿರ ಹರಿಹರ-577602 ಎಂ.ಸಂ:9743185553, 9845941245 ನ್ನು ಸಂಪರ್ಕಿಸಲು ಪ್ರಾಂಶುಪಾಲರು ತಿಳಿಸಿದ್ದಾರೆ.: [703, 1299, 940, 1435]
- header-rule: [20, 50, 925, 53]
- gruha-below-photo: ತಲುಪಬೇಕು. ಈ ಹಿಂದೆ ರೇಶನ್ ಕಾರ್ಡಗಳು ಇರದೇ ಇರುವವರಿಗೆ ಗ್ಯಾರಂಟಿ ಯೋಜನೆಗಳು ತಲುಪುತ್ತಿಲ್ಲ ಈಗ ರೇಶನ್ ಕಾರ್ಡಗಳನ್ನು ಪ್ರಾರಂಭಿಸಿದ್ದು ಅದರ ಕಾಲಾವಧಿಯನ್ನು ಜನರಿಗೆ ತಿಳಿಯುವಂತೆ ಜಾಗೃತೆ ವಹಿಸಬೇಕು ಸೂಚಿಸಿದರು. ಇಲಾಖೆ ಅಧಿಕಾರಿಗಳು ಗ್ಯಾರಂಟಿ ಯೋಜನೆಯ ಪ್ರಗತಿಯ ಕುರಿತು ಸಿವರ ಮಾಹಿತಿ ನೀಡಿದರು. ಗದಗ ತಾಲೂಕಿನಲ್ಲಿ 533 ಗೃಹಲಕ್ಷ್ಮೀ ಯೋಜನೆಯ ಫಲಾನುಭವಿಗಳು ಮರಣ ಹೊಂದಿದ್ದು ಸಂಬಂಧಿಸಿದ ಅಂಗನವಾಡಿ ಕಾರ್ಯಕರ್ತೆಯರು ಮರಣ ಪತ್ರ ತೆಗೆದುಕೊಂಡು ಅವರ ಹೆಸರನ್ನು ಕಡಿಮೆ ಮಾಡಬೇಕು ಎಂದರು. ತಾಲೂಕು ಗ್ಯಾರಂಟಿ ಸಮಿತಿಯ ಸದಸ್ಯರಾದ ಕೃಷ್ಣಗೌಡ ಎಚ್ ಪಾಟೀಲ ಅವರು ಮಾತನಾಡಿ, ಗ್ಯಾರಂಟಿ ಯೋಜನೆಗಳ ಅನುಷ್ಠಾನದಲ್ಲಿ ಗದಗ ತಾಲೂಕು ಮುಂಚೂಣಿಯಲ್ಲಿದೆ ಎಂದರು.: [200, 1259, 515, 1358]
- person-silhouette: [328, 1175, 356, 1255]
- person-silhouette: [289, 813, 310, 899]
- gruha-bottom-rule: [20, 1452, 696, 1454]
- person-silhouette: [55, 82, 74, 157]
- person-silhouette: [591, 156, 611, 242]
- neet-body: ಚಿತ್ರದುರ್ಗ: ವೈದ್ಯಕೀಯ, ದಂತ ವೈದ್ಯಕೀಯ ಸೇರಿದಂತೆ ವೈದ್ಯಕೀಯ ಪದವಿ ಕೋರ್ಸ್‌ಗಳ ಪ್ರವೇಶಕ್ಕಾಗಿ ನ್ಯಾಷನಲ್ ಟೆಸ್ಟಿಂಗ್ ಏಜೆನ್ಸಿ ವತಿಯಿಂದ ಭಾನುವಾರದಂದು ಚಿತ್ರದುರ್ಗದಲ್ಲಿ ಜರುಗಿದ ನೀಟ್ ಪರೀಕ್ಷೆ ಸುಗಮವಾಗಿ ನೆರವೇರಿದ್ದು, ಒಟ್ಟು 141 ವಿದ್ಯಾರ್ಥಿಗಳು ಗೈರಾಗಿದ್ದಾರೆ. ನೀಟ್ ಪರೀಕ್ಷೆಗಾಗಿ ಜಿಲ್ಲೆಗೆ ಒಟ್ಟು 3019 ವಿದ್ಯಾರ್ಥಿಗಳನ್ನು ಹಂಚಿಕೆ ಮಾಡಲಾಗಿತ್ತು, ಇದಕ್ಕಾಗಿ ಒಟ್ಟು 06 ಪರೀಕ್ಷಾ ಕೇಂದ್ರಗಳನ್ನು ತೆರೆಯಲಾಗಿತ್ತು. ಭಾನುವಾರದಂದು ಮಧ್ಯಾಹ್ನ 02 ರಿಂದ ಸಂಜೆ 05 ಗಂಟೆಯವರೆಗೆ ನಡೆದ ಪರೀಕ್ಷೆಗೆ 3019 ವಿದ್ಯಾರ್ಥಿಗಳ ಪೈಕಿ 2878 ವಿದ್ಯಾರ್ಥಿಗಳು ಹಾಜರಾಗಿದ್ದು, 141 ವಿದ್ಯಾರ್ಥಿಗಳು ಗೈರಾಗಿದ್ದರು. ಜಿಲ್ಲೆಯಲ್ಲಿ ಪರೀಕ್ಷಾ ಕೇಂದ್ರಗಳ ಸುತ್ತ 200 ಮೀ. ವ್ಯಾಪ್ತಿಯಲ್ಲಿ ನಿಷೇಧಾಜ್ಞೆ ಜಾರಿಗೊಳಿಸಲಾಗಿತ್ತು ಹಾಗೂ ಝರಾಕ್ಸ್ ಅಂಗಡಿಗಳನ್ನು ಮುಚ್ಚಲು ಸೂಚಿಸಲಾಗಿತ್ತು. ಪರೀಕ್ಷಾ ಕೇಂದ್ರಗಳಲ್ಲಿ ಬಿಗಿ ಪೊಲೀಸ್ ಬಂದೋಬಸ್ತ್ ಕಲ್ಪಿಸಲಾಗಿತ್ತು. ಜಿಲ್ಲಾಧಿಕಾರಿ ಹಾಗೂ ಜಿಲ್ಲಾ ಪೊಲೀಸ್ ವರಿಷ್ಠಾಧಿಕಾರಿಗಳು ವಿವಿಧ ಪರೀಕ್ಷಾ ಕೇಂದ್ರಗಳಿಗೆ ಭೇಟಿ ನೀಡಿ ಪರಿಶೀಲನೆ ನಡೆಸಿದರು. ಯಾವುದೇ ಅಹಿತಕರ ಘಟನೆ ನಡೆಯದಂತೆ ಮುನ್ನೆಚ್ಚರಿಕೆ ವಹಿಸಲಾಗಿತ್ತು ಎಂದು ಜಿಲ್ಲಾಡಳಿತ ತಿಳಿಸಿದೆ.: [703, 1057, 940, 1231]
- person-silhouette: [387, 485, 410, 566]
